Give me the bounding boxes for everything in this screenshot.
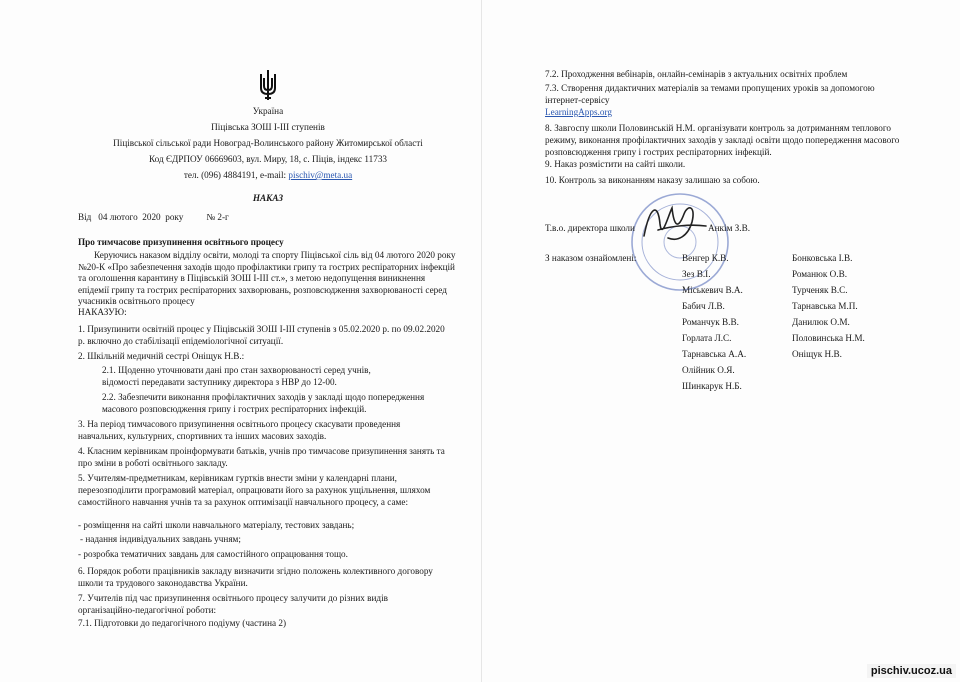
director-signature-icon bbox=[638, 196, 710, 250]
acquainted-name: Бонковська І.В. bbox=[792, 253, 853, 263]
order-point-5: 5. Учителям-предметникам, керівникам гуртків внести зміни у календарні плани, перезозподілити програмовий матеріал, опрацювати його за рахунок ущільнення, шляхом самостійного навчання учнів та за рахунок оптимізації навчального процесу, а саме: bbox=[78, 473, 431, 507]
acquainted-name: Олійник О.Я. bbox=[682, 365, 735, 375]
order-point-7-1: 7.1. Підготовки до педагогічного подіуму (частина 2) bbox=[78, 618, 287, 628]
trident-emblem-icon bbox=[258, 68, 278, 102]
order-point-7: 7. Учителів під час призупинення освітнього процесу залучити до різних видів організаційно-педагогічної роботи: bbox=[78, 593, 388, 615]
header-contacts bbox=[150, 169, 386, 181]
acquainted-name: Романчук В.В. bbox=[682, 317, 739, 327]
order-point-10: 10. Контроль за виконанням наказу залишаю за собою. bbox=[545, 175, 760, 185]
order-point-7-2: 7.2. Проходження вебінарів, онлайн-семінарів з актуальних освітніх проблем bbox=[545, 69, 848, 79]
order-preamble: Керуючись наказом відділу освіти, молоді та спорту Піцівської сіль від 04 лютого 2020 року №20-К «Про забезпечення заходів щодо профілактики грипу та гострих респіраторних інфекцій та оголошення карантину в Піцівській ЗОШ І-ІІІ ст.», з метою недопущення виникнення епідемії грипу та гострих респіраторних захворювань, розповсюдження захворюваності серед учасників освітнього процесу bbox=[78, 250, 456, 306]
email-link[interactable]: pischiv@meta.ua bbox=[288, 170, 353, 180]
header-school: Піцівська ЗОШ І-ІІІ ступенів bbox=[211, 122, 325, 132]
learningapps-link[interactable]: LearningApps.org bbox=[545, 107, 612, 117]
acquainted-name: Міськевич В.А. bbox=[682, 285, 743, 295]
order-point-3: 3. На період тимчасового призупинення освітнього процесу скасувати проведення навчальних, культурних, спортивних та інших масових заходів. bbox=[78, 419, 401, 441]
acquainted-name: Горлата Л.С. bbox=[682, 333, 732, 343]
order-title: НАКАЗ bbox=[252, 193, 284, 203]
order-point-2-2: 2.2. Забезпечити виконання профілактичних заходів у закладі щодо попередження масового розповсюдження грипу і гострих респіраторних інфекцій. bbox=[102, 392, 425, 414]
order-point-4: 4. Класним керівникам проінформувати батьків, учнів про тимчасове призупинення занять та про зміни в роботі освітнього закладу. bbox=[78, 446, 445, 468]
page-fold bbox=[481, 0, 482, 682]
order-point-2: 2. Шкільній медичній сестрі Оніщук Н.В.: bbox=[78, 351, 245, 361]
acquainted-name: Данилюк О.М. bbox=[792, 317, 850, 327]
order-point-6: 6. Порядок роботи працівників закладу визначити згідно положень колективного договору школи та трудового законодавства України. bbox=[78, 566, 433, 588]
header-phone: тел. (096) 4884191, e-mail: bbox=[183, 170, 289, 180]
acquainted-name: Шинкарук Н.Б. bbox=[682, 381, 742, 391]
header-council: Піцівської сільської ради Новоград-Волинського району Житомирської області bbox=[113, 138, 423, 148]
acquainted-name: Тарнавська А.А. bbox=[682, 349, 747, 359]
order-point-5-b: - надання індивідуальних завдань учням; bbox=[80, 534, 241, 544]
acquainted-name: Романюк О.В. bbox=[792, 269, 848, 279]
order-point-5-a: - розміщення на сайті школи навчального матеріалу, тестових завдань; bbox=[78, 520, 355, 530]
acquainted-name: Зез В.І. bbox=[682, 269, 711, 279]
acquainted-name: Бабич Л.В. bbox=[682, 301, 725, 311]
order-point-8: 8. Завгоспу школи Половинській Н.М. організувати контроль за дотриманням теплового режиму, виконання профілактичних заходів у закладі освіти щодо попередження масового розповсюдження грипу і гострих респіраторних інфекцій. bbox=[545, 123, 900, 157]
header-code-address: Код ЄДРПОУ 06669603, вул. Миру, 18, с. Піців, індекс 11733 bbox=[148, 154, 388, 164]
order-point-7-3: 7.3. Створення дидактичних матеріалів за темами пропущених уроків за допомогою інтернет-сервісу bbox=[545, 83, 875, 105]
order-point-5-c: - розробка тематичних завдань для самостійного опрацювання тощо. bbox=[78, 549, 348, 559]
orders-word: НАКАЗУЮ: bbox=[78, 307, 127, 317]
signature-position: Т.в.о. директора школи bbox=[545, 223, 635, 233]
order-subject: Про тимчасове призупинення освітнього процесу bbox=[78, 237, 284, 247]
acquainted-name: Турченяк В.С. bbox=[792, 285, 848, 295]
acquainted-label: З наказом ознайомлені: bbox=[545, 253, 637, 263]
acquainted-name: Венгер К.В. bbox=[682, 253, 729, 263]
signature-name: Анкім З.В. bbox=[708, 223, 751, 233]
order-point-9: 9. Наказ розмістити на сайті школи. bbox=[545, 159, 686, 169]
order-date-number: Від 04 лютого 2020 року № 2-г bbox=[78, 212, 229, 222]
acquainted-name: Половинська Н.М. bbox=[792, 333, 865, 343]
order-point-1: 1. Призупинити освітній процес у Піцівській ЗОШ І-ІІІ ступенів з 05.02.2020 р. по 09.02.2020 р. включно до стабілізації епідеміологічної ситуації. bbox=[78, 324, 445, 346]
header-country: Україна bbox=[252, 106, 284, 116]
acquainted-name: Оніщук Н.В. bbox=[792, 349, 842, 359]
acquainted-name: Тарнавська М.П. bbox=[792, 301, 858, 311]
order-point-2-1: 2.1. Щоденно уточнювати дані про стан захворюваності серед учнів, відомості передавати заступнику директора з НВР до 12-00. bbox=[102, 365, 371, 387]
site-watermark: pischiv.ucoz.ua bbox=[867, 664, 956, 678]
